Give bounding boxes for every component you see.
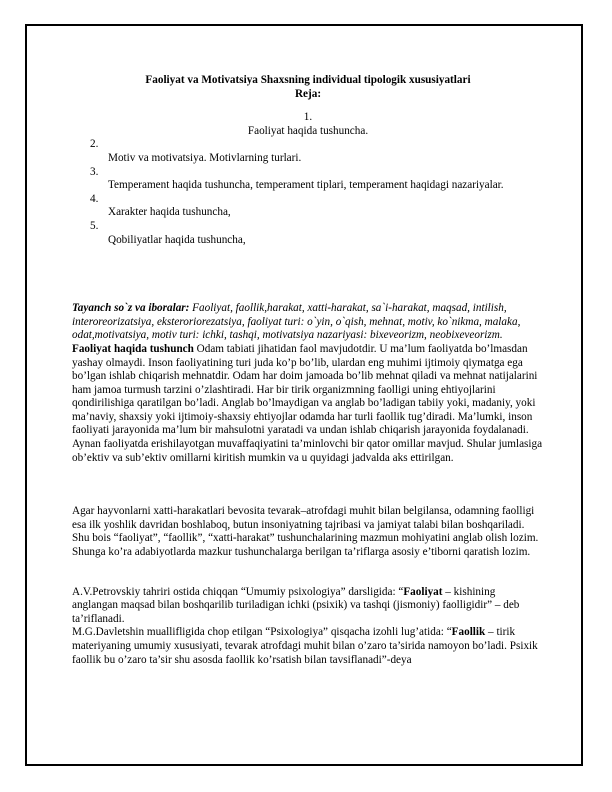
definition-term: Faoliyat [403,585,443,598]
definition-paragraph [72,626,544,667]
paragraph-text: Odam tabiati jihatidan faol mavjudotdir. U ma’lum faoliyatda bo’lmasdan yashay olmaydi. Inson faoliyatining turi juda ko’p bo’lib, ulardan eng muhimi ijtimoiy qiymatga ega bo’lgan ishlab chiqarish mehnatdir. Odam har doim jamoada bo’lib mehnat qiladi va mehnat natijalarini ham jamoa turmush tarzini o’zlashtiradi. Har bir tirik organizmning faolligi uning ehtiyojlarini qondirilishiga qaratilgan bo’ladi. Anglab bo’lmaydigan va anglab bo’ladigan tabiiy yoki, madaniy, yoki ma’naviy, shaxsiy yoki ijtimoiy-shaxsiy ehtiyojlar odamda har turli faollik tug’diradi. Ma’lumki, inson faoliyati jarayonida ma’lum bir mahsulotni yaratadi va undan ishlab chiqarish jarayonida foydalanadi. Aynan faoliyatda erishilayotgan muvaffaqiyatini ta’minlovchi bir qator omillar mavjud. Shular jumlasiga ob’ektiv va sub’ektiv omillarni kiritish mumkin va u quyidagi jadvalda aks ettirilgan. [72,342,543,464]
paragraph: Agar hayvonlarni xatti-harakatlari bevosita tevarak–atrofdagi muhit bilan belgilansa, odamning faolligi esa ilk yoshlik davridan boshlaboq, butun insoniyatning tajribasi va jamiyat talabi bilan boshqariladi. Shu bois “faoliyat”, “faollik”, “xatti-harakat” tushunchalarining mazmun mohiyatini anglab olish lozim. Shunga ko’ra adabiyotlarda mazkur tushunchalarga berilgan ta’riflarga asosiy e’tiborni qaratish lozim. [72,505,539,559]
plan-item-text: Qobiliyatlar haqida tushuncha, [108,233,246,246]
keywords-label: Tayanch so`z va iboralar: [72,302,190,315]
definition-term: Faollik [451,626,486,639]
plan-item-number: 1. [303,111,313,124]
plan-item-text: Motiv va motivatsiya. Motivlarning turlari. [108,151,302,164]
plan-item-number: 3. [90,165,99,178]
plan-item-number: 5. [90,219,99,232]
definition-paragraph [72,586,544,627]
keywords-paragraph [72,302,544,465]
plan-item-number: 4. [90,192,99,205]
definition-text: – tirik materiyaning umumiy xususiyati, tevarak atrofdagi muhit bilan o’zaro ta’sirida namoyon bo’ladi. Psixik faollik bu o’zaro ta’sir shu asosda faollik ko’rsatish bilan tavsiflanadi”-deya [72,626,538,666]
plan-item-text: Temperament haqida tushuncha, temperament tiplari, temperament haqidagi nazariyalar. [108,179,504,192]
plan-list [72,111,544,247]
definition-source: M.G.Davletshin muallifligida chop etilgan “Psixologiya” qisqacha izohli lug’atida: “ [72,626,452,639]
plan-item-text: Xarakter haqida tushuncha, [108,206,231,219]
definition-source: A.V.Petrovskiy tahriri ostida chiqqan “Umumiy psixologiya” darsligida: “ [72,585,404,598]
document-body [72,74,544,667]
document-title: Faoliyat va Motivatsiya Shaxsning individual tipologik xususiyatlari [145,74,471,86]
plan-item-number: 2. [90,138,99,151]
definition-text: – kishining anglangan maqsad bilan boshqarilib turiladigan ichki (psixik) va tashqi (jismoniy) faolligidir” – deb ta’riflanadi. [72,585,520,625]
keywords-text: Faoliyat, faollik,harakat, xatti-harakat, sa`i-harakat, maqsad, intilish, interoreorizatsiya, eksteroriorezatsiya, faoliyat turi: o`yin, o`qish, mehnat, motiv, ko`nikma, malaka, odat,motivatsiya, motiv turi: ichki, tashqi, motivatsiya nazariyasi: bixeveorizm, neobixeveorizm. [72,302,521,342]
plan-heading: Reja: [294,87,322,100]
section-heading: Faoliyat haqida tushunch [72,342,194,355]
plan-item-text: Faoliyat haqida tushuncha. [247,124,369,137]
